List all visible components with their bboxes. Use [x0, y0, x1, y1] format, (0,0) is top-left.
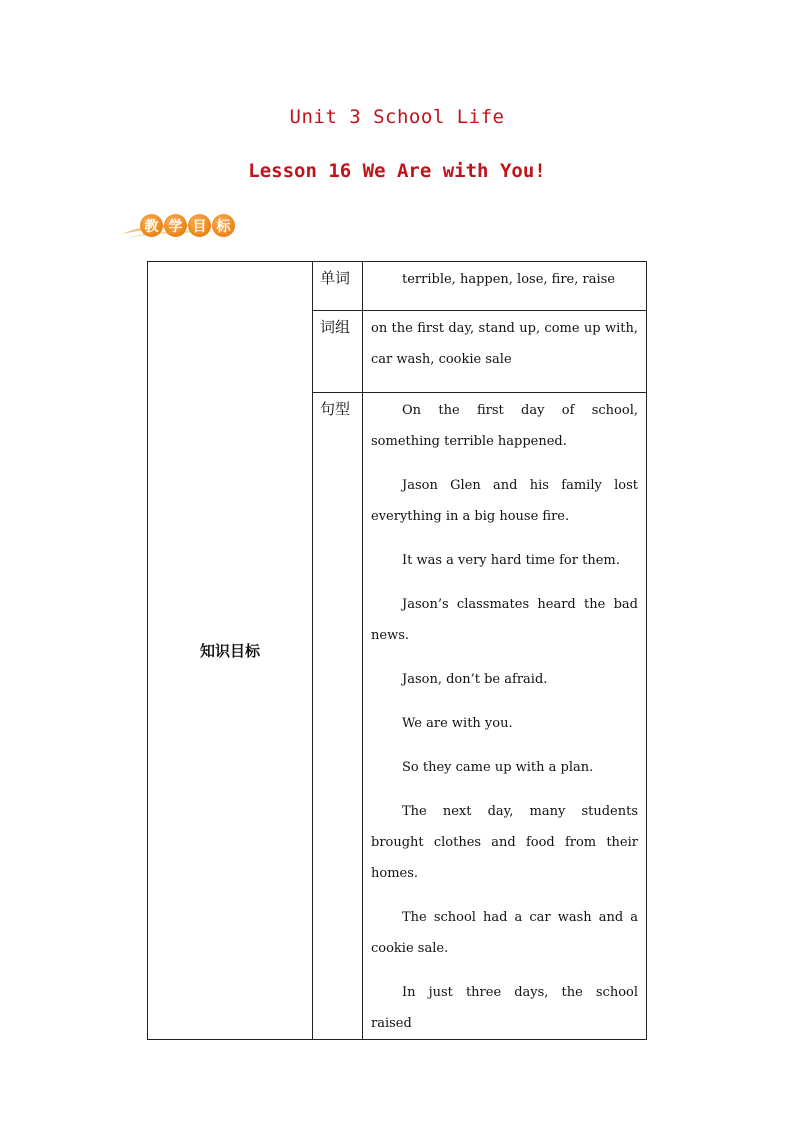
- words-text: terrible, happen, lose, fire, raise: [402, 272, 615, 287]
- words-content: [363, 262, 647, 311]
- type-cell-words: 单词: [313, 262, 363, 311]
- sentence: On the first day of school, something terrible happened.: [371, 403, 638, 449]
- badge-char: 标: [212, 214, 235, 237]
- type-cell-phrases: 词组: [313, 311, 363, 393]
- goals-table: [147, 261, 647, 1040]
- category-cell: 知识目标: [148, 262, 313, 1040]
- badge-char: 目: [188, 214, 211, 237]
- sentence: So they came up with a plan.: [402, 760, 594, 775]
- sentence: It was a very hard time for them.: [402, 553, 620, 568]
- sentences-content: [363, 393, 647, 1040]
- lesson-title: Lesson 16 We Are with You!: [248, 160, 546, 182]
- sentence: Jason, don’t be afraid.: [402, 672, 548, 687]
- sentence: The next day, many students brought clothes and food from their homes.: [371, 804, 638, 881]
- phrases-text: on the first day, stand up, come up with, car wash, cookie sale: [371, 321, 638, 367]
- sentence: Jason Glen and his family lost everything in a big house fire.: [371, 478, 638, 524]
- sentence: In just three days, the school raised: [371, 985, 638, 1031]
- phrases-content: [363, 311, 647, 393]
- sentence: We are with you.: [402, 716, 513, 731]
- sentence: Jason’s classmates heard the bad news.: [371, 597, 638, 643]
- badge-char: 学: [164, 214, 187, 237]
- badge-char: 教: [140, 214, 163, 237]
- type-cell-sentences: 句型: [313, 393, 363, 1040]
- teaching-goals-badge: [120, 212, 230, 242]
- table-row: [148, 262, 647, 311]
- unit-title: Unit 3 School Life: [289, 106, 505, 128]
- sentence: The school had a car wash and a cookie sale.: [371, 910, 638, 956]
